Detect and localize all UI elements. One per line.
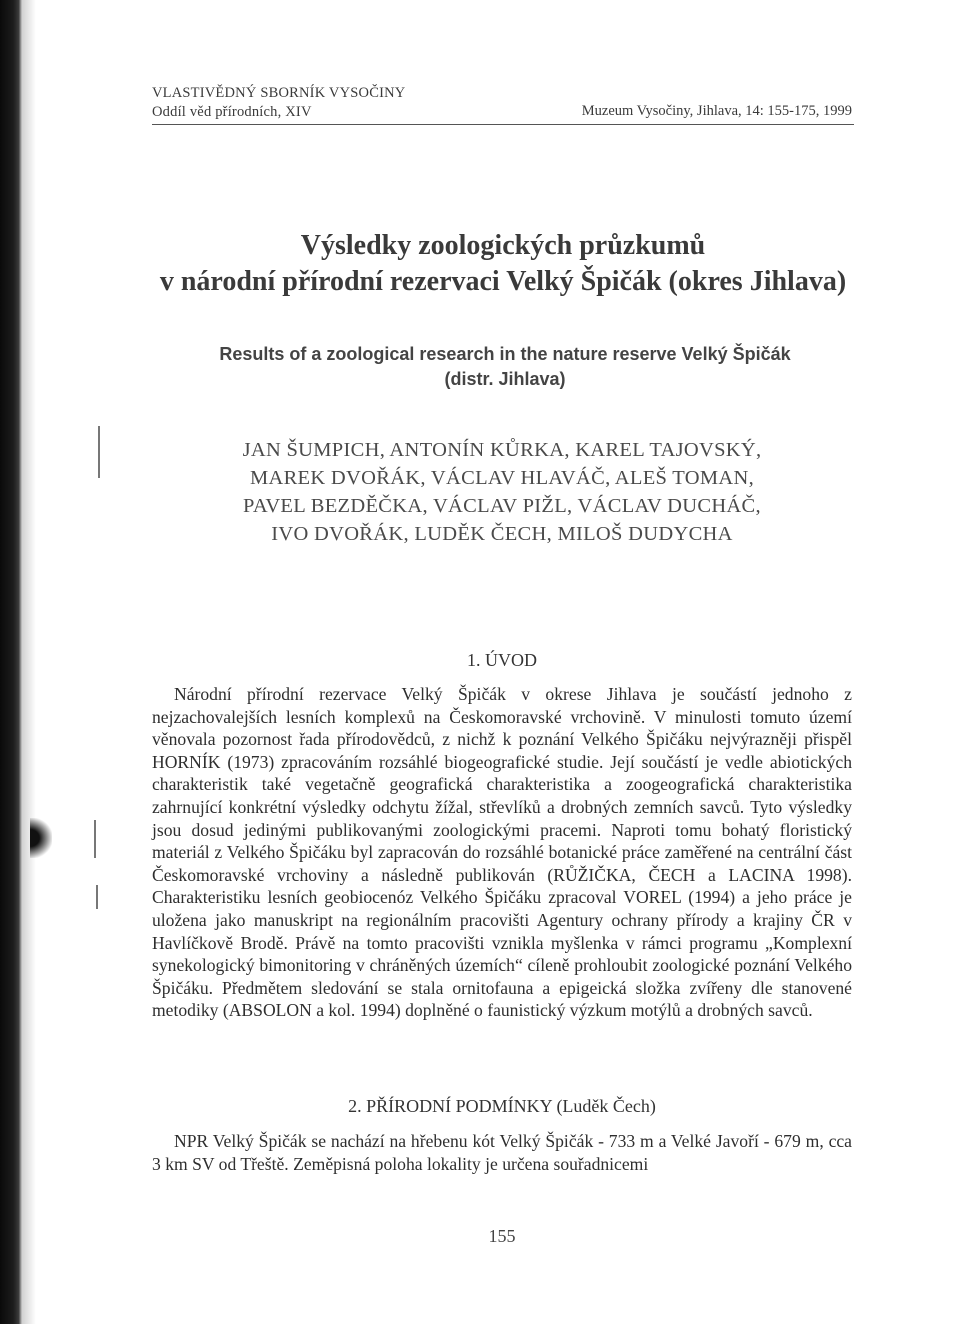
running-header bbox=[152, 84, 852, 122]
intro-text: Národní přírodní rezervace Velký Špičák v okrese Jihlava je součástí jednoho z nejzachovalejších lesních komplexů na Českomoravské vrchovině. V minulosti tomuto území věnovala pozornost řada přírodovědců, z nichž k poznání Velkého Špičáku nejvýrazněji přispěl HORNÍK (1973) zpracováním rozsáhlé biogeografické studie. Její součástí je vedle abiotických charakteristik také vegetačně geografická charakteristika a zoogeografická charakteristika zahrnující konkrétní výsledky odchytu žížal, střevlíků a drobných zemních savců. Tyto výsledky jsou dosud jedinými publikovanými zoologickými pracemi. Naproti tomu bohatý floristický materiál z Velkého Špičáku byl zapracován do rozsáhlé botanické práce zaměřené na centrální část Českomoravské vrchoviny a následně publikován (RŮŽIČKA, ČECH a LACINA 1998). Charakteristiku lesních geobiocenóz Velkého Špičáku zpracoval VOREL (1994) a jeho práce je uložena jako manuskript na regionálním pracovišti Agentury ochrany přírody a krajiny ČR v Havlíčkově Brodě. Právě na tomto pracovišti vznikla myšlenka v rámci programu „Komplexní synekologický bimonitoring v chráněných územích“ cíleně prohloubit zoologické poznání Velkého Špičáku. Předmětem sledování se stala ornitofauna a epigeická složka zvířeny dle stanovené metodiky (ABSOLON a kol. 1994) doplněné o faunistický výzkum motýlů a drobných savců. bbox=[152, 684, 852, 1021]
section-heading-conditions: 2. PŘÍRODNÍ PODMÍNKY (Luděk Čech) bbox=[348, 1096, 656, 1116]
paper-title-line-2: v národní přírodní rezervaci Velký Špičák (okres Jihlava) bbox=[159, 266, 847, 297]
section-heading-intro: 1. ÚVOD bbox=[467, 650, 537, 670]
intro-paragraph bbox=[152, 683, 852, 1022]
journal-name: VLASTIVĚDNÝ SBORNÍK VYSOČINY bbox=[152, 85, 406, 101]
author-line: PAVEL BEZDĚČKA, VÁCLAV PIŽL, VÁCLAV DUCHÁČ, bbox=[243, 495, 761, 517]
scan-mark bbox=[94, 820, 96, 858]
page-number: 155 bbox=[488, 1226, 516, 1246]
english-title bbox=[160, 342, 850, 392]
header-rule bbox=[152, 124, 854, 125]
scan-shadow-edge bbox=[0, 0, 22, 1324]
journal-citation: Muzeum Vysočiny, Jihlava, 14: 155-175, 1999 bbox=[581, 103, 852, 119]
conditions-paragraph bbox=[152, 1130, 852, 1175]
english-title-line-2: (distr. Jihlava) bbox=[444, 369, 566, 389]
conditions-text: NPR Velký Špičák se nachází na hřebenu kót Velký Špičák - 733 m a Velké Javoří - 679 m, cca 3 km SV od Třeště. Zeměpisná poloha lokality je určena souřadnicemi bbox=[152, 1131, 852, 1174]
author-line: MAREK DVOŘÁK, VÁCLAV HLAVÁČ, ALEŠ TOMAN, bbox=[249, 467, 755, 489]
author-line: JAN ŠUMPICH, ANTONÍN KŮRKA, KAREL TAJOVSKÝ, bbox=[242, 439, 762, 461]
paper-title bbox=[148, 228, 858, 300]
journal-section: Oddíl věd přírodních, XIV bbox=[152, 104, 312, 120]
author-list bbox=[152, 436, 852, 548]
english-title-line-1: Results of a zoological research in the nature reserve Velký Špičák bbox=[219, 344, 791, 364]
author-line: IVO DVOŘÁK, LUDĚK ČECH, MILOŠ DUDYCHA bbox=[271, 523, 733, 545]
scan-mark bbox=[98, 426, 100, 478]
paper-title-line-1: Výsledky zoologických průzkumů bbox=[300, 230, 706, 261]
scan-mark bbox=[96, 885, 98, 909]
scan-artifact bbox=[30, 818, 52, 858]
